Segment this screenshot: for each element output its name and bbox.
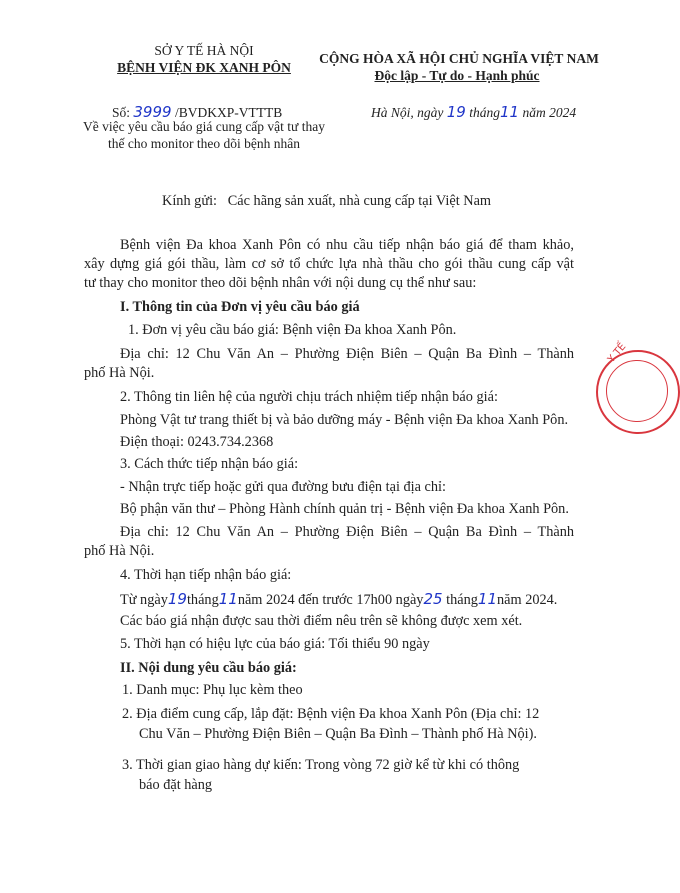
section-1-address-2-line-1: Địa chỉ: 12 Chu Văn An – Phường Điện Biên – Quận Ba Đình – Thành <box>120 524 574 540</box>
section-2-title: II. Nội dung yêu cầu báo giá: <box>120 660 297 676</box>
section-1-department: Phòng Vật tư trang thiết bị và bảo dưỡng máy - Bệnh viện Đa khoa Xanh Pôn. <box>120 412 569 428</box>
section-1-address-1-line-2: phố Hà Nội. <box>84 365 155 381</box>
period-to-year: năm 2024. <box>497 592 558 608</box>
date-day-handwritten: 19 <box>446 103 466 121</box>
subject-line-2: thế cho monitor theo dõi bệnh nhân <box>108 136 300 151</box>
red-stamp-text: Y TẾ <box>606 341 629 366</box>
section-1-period <box>120 590 557 609</box>
section-1-method: - Nhận trực tiếp hoặc gửi qua đường bưu điện tại địa chỉ: <box>120 479 446 495</box>
intro-line-1: Bệnh viện Đa khoa Xanh Pôn có nhu cầu tiếp nhận báo giá để tham khảo, <box>120 237 574 253</box>
section-1-office: Bộ phận văn thư – Phòng Hành chính quản trị - Bệnh viện Đa khoa Xanh Pôn. <box>120 501 569 517</box>
date-month-label: tháng <box>469 105 500 120</box>
section-2-item-1: 1. Danh mục: Phụ lục kèm theo <box>122 682 303 698</box>
period-to-month-label: tháng <box>446 592 478 608</box>
document-number-handwritten: 3999 <box>133 103 172 121</box>
section-1-title: I. Thông tin của Đơn vị yêu cầu báo giá <box>120 299 360 315</box>
period-from-month-handwritten: 11 <box>218 590 238 608</box>
section-1-item-4: 4. Thời hạn tiếp nhận báo giá: <box>120 567 292 583</box>
section-2-item-3-line-1: 3. Thời gian giao hàng dự kiến: Trong vòng 72 giờ kể từ khi có thông <box>122 757 520 773</box>
period-middle-text: năm 2024 đến trước 17h00 ngày <box>237 592 424 608</box>
period-from-day-handwritten: 19 <box>167 590 187 608</box>
section-1-item-5: 5. Thời hạn có hiệu lực của báo giá: Tối thiểu 90 ngày <box>120 636 430 652</box>
date-prefix: Hà Nội, ngày <box>371 105 444 120</box>
red-stamp <box>596 341 680 434</box>
nation-title: CỘNG HÒA XÃ HỘI CHỦ NGHĨA VIỆT NAM <box>319 51 599 66</box>
section-1-item-1: 1. Đơn vị yêu cầu báo giá: Bệnh viện Đa khoa Xanh Pôn. <box>128 322 457 338</box>
nation-motto: Độc lập - Tự do - Hạnh phúc <box>374 68 540 83</box>
section-2-item-2-line-2: Chu Văn – Phường Điện Biên – Quận Ba Đình – Thành phố Hà Nội). <box>139 726 537 742</box>
hospital-name: BỆNH VIỆN ĐK XANH PÔN <box>117 60 291 75</box>
section-1-phone: Điện thoại: 0243.734.2368 <box>120 434 274 450</box>
intro-line-2: xây dựng giá gói thầu, làm cơ sở tổ chức lựa nhà thầu cho gói thầu cung cấp vật <box>84 256 574 272</box>
document-number-label: Số: <box>112 105 131 120</box>
period-to-day-handwritten: 25 <box>423 590 443 608</box>
dept-name: SỞ Y TẾ HÀ NỘI <box>154 43 254 58</box>
section-2-item-2-line-1: 2. Địa điểm cung cấp, lắp đặt: Bệnh viện Đa khoa Xanh Pôn (Địa chỉ: 12 <box>122 706 540 722</box>
document-date <box>371 103 576 121</box>
period-from-month-label: tháng <box>186 592 219 608</box>
section-1-item-2: 2. Thông tin liên hệ của người chịu trách nhiệm tiếp nhận báo giá: <box>120 389 498 405</box>
red-stamp-inner-ring <box>606 360 668 422</box>
section-1-address-2-line-2: phố Hà Nội. <box>84 543 155 559</box>
date-month-handwritten: 11 <box>499 103 520 121</box>
date-year: năm 2024 <box>522 105 577 120</box>
subject-line-1: Về việc yêu cầu báo giá cung cấp vật tư thay <box>83 119 325 134</box>
section-1-address-1-line-1: Địa chỉ: 12 Chu Văn An – Phường Điện Biên – Quận Ba Đình – Thành <box>120 346 574 362</box>
section-1-late-note: Các báo giá nhận được sau thời điểm nêu trên sẽ không được xem xét. <box>120 613 523 629</box>
greeting-label: Kính gửi: <box>162 193 218 209</box>
intro-line-3: tư thay cho monitor theo dõi bệnh nhân với nội dung cụ thể như sau: <box>84 275 477 291</box>
period-from-label: Từ ngày <box>120 592 168 608</box>
greeting-recipient: Các hãng sản xuất, nhà cung cấp tại Việt Nam <box>227 193 492 209</box>
document-number-suffix: /BVDKXP-VTTTB <box>174 105 283 120</box>
section-1-item-3: 3. Cách thức tiếp nhận báo giá: <box>120 456 299 472</box>
period-to-month-handwritten: 11 <box>477 590 497 608</box>
section-2-item-3-line-2: báo đặt hàng <box>139 777 213 793</box>
greeting <box>162 193 491 210</box>
